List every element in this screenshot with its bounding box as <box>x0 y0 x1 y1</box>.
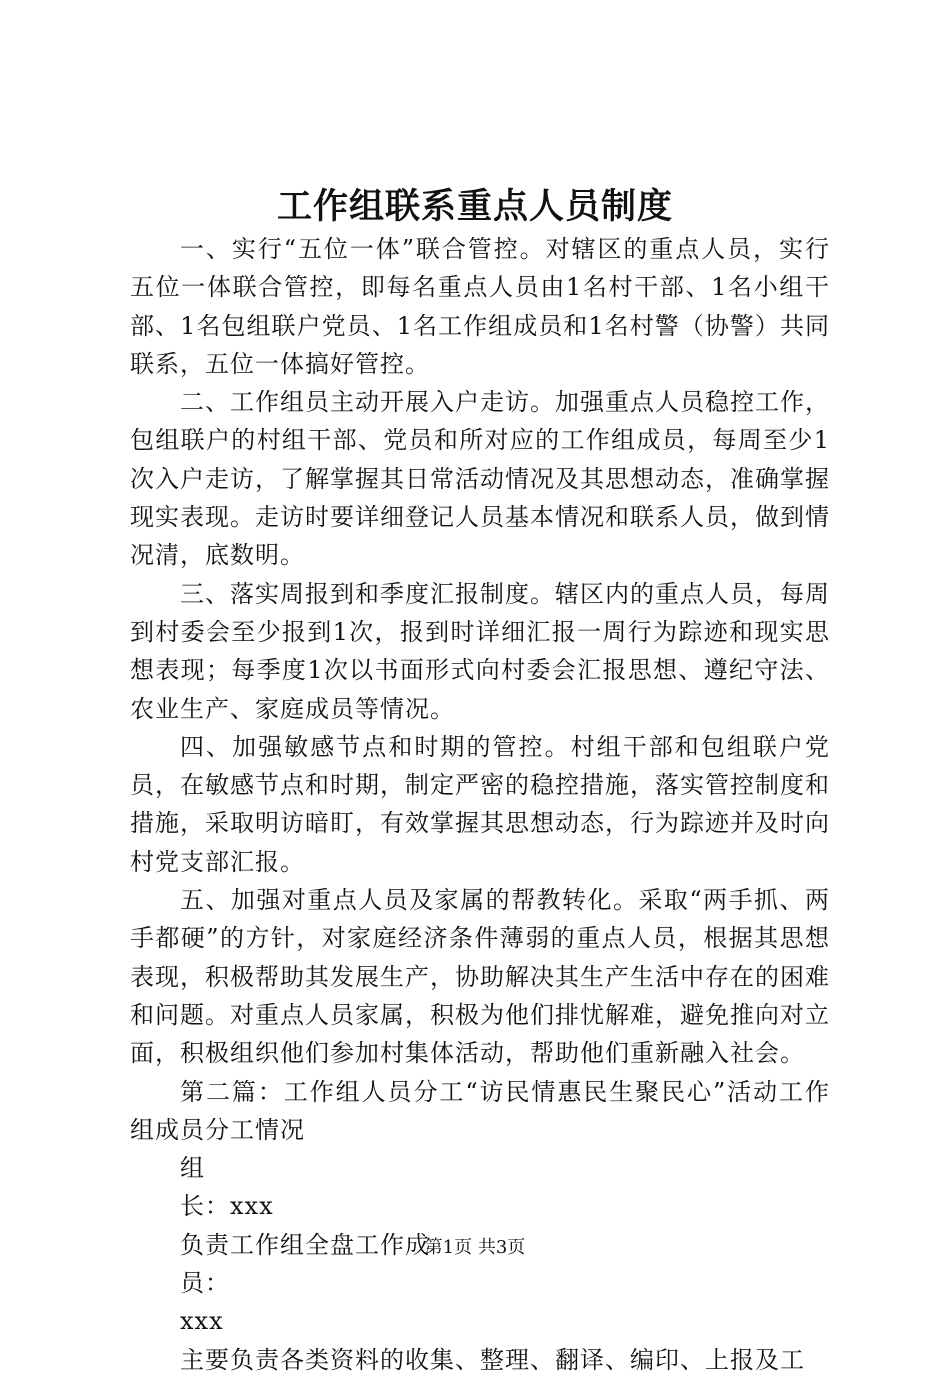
paragraph-5: 五、加强对重点人员及家属的帮教转化。采取“两手抓、两手都硬”的方针，对家庭经济条件薄弱的重点人员，根据其思想表现，积极帮助其发展生产，协助解决其生产生活中存在的困难和问题。对重点人员家属，积极为他们排忧解难，避免推向对立面，积极组织他们参加村集体活动，帮助他们重新融入社会。 <box>130 886 830 1068</box>
page-footer: 第1页 共3页 <box>424 1237 526 1258</box>
paragraph-4: 四、加强敏感节点和时期的管控。村组干部和包组联户党员，在敏感节点和时期，制定严密的稳控措施，落实管控制度和措施，采取明访暗盯，有效掌握其思想动态，行为踪迹并及时向村党支部汇报。 <box>130 732 830 876</box>
line-group-leader-2: 长：xxx <box>180 1192 274 1221</box>
line-member-label: 员： <box>180 1269 230 1298</box>
line-member-name: xxx <box>180 1307 224 1336</box>
paragraph-1: 一、实行“五位一体”联合管控。对辖区的重点人员，实行五位一体联合管控，即每名重点人员由1名村干部、1名小组干部、1名包组联户党员、1名工作组成员和1名村警（协警）共同联系，五位一体搞好管控。 <box>130 235 830 378</box>
paragraph-6: 第二篇：工作组人员分工“访民情惠民生聚民心”活动工作组成员分工情况 <box>130 1077 830 1144</box>
document-body <box>130 230 830 1379</box>
paragraph-3: 三、落实周报到和季度汇报制度。辖区内的重点人员，每周到村委会至少报到1次，报到时详细汇报一周行为踪迹和现实思想表现；每季度1次以书面形式向村委会汇报思想、遵纪守法、农业生产、家庭成员等情况。 <box>130 579 830 723</box>
document-title: 工作组联系重点人员制度 <box>276 186 673 227</box>
line-leader-duty: 负责工作组全盘工作成 <box>180 1230 430 1259</box>
line-member-duty: 主要负责各类资料的收集、整理、翻译、编印、上报及工 <box>180 1345 805 1374</box>
line-group-leader-1: 组 <box>180 1154 205 1183</box>
paragraph-2: 二、工作组员主动开展入户走访。加强重点人员稳控工作，包组联户的村组干部、党员和所对应的工作组成员，每周至少1次入户走访，了解掌握其日常活动情况及其思想动态，准确掌握现实表现。走访时要详细登记人员基本情况和联系人员，做到情况清，底数明。 <box>130 388 830 570</box>
